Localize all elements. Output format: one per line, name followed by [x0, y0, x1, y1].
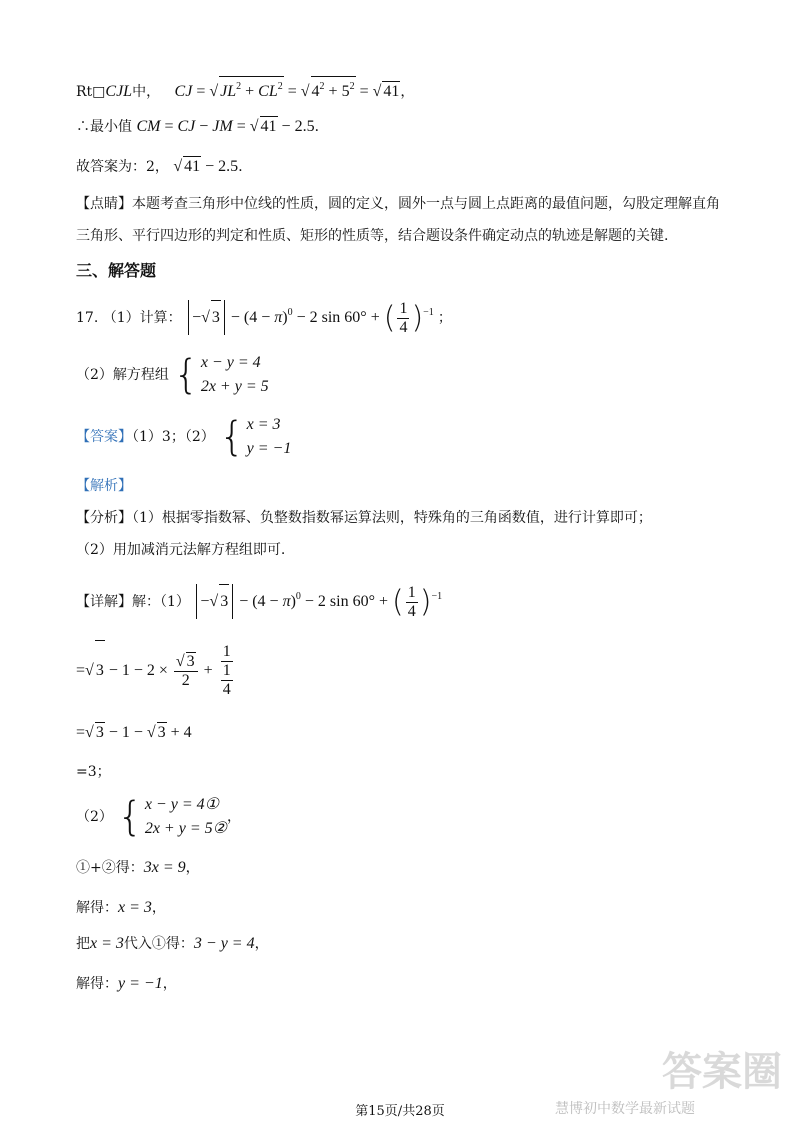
dianjing-line-1: 【点睛】本题考查三角形中位线的性质，圆的定义，圆外一点与圆上点距离的最值问题，勾股定理解直角	[76, 196, 720, 212]
q17-part1: 17. （1）计算： −√ $3 - (4 - \pi)^0 - 2$ sin 60° + ( $\frac{1}{4}$ )$^{-1}$ ；	[76, 299, 452, 336]
fenxi-line-2: （2）用加减消元法解方程组即可.	[76, 542, 286, 558]
page-footer: 第15页/共28页	[355, 1104, 445, 1119]
jiexi-tag: 【解析】	[76, 478, 132, 494]
add-line: ①+②得：3x = 9，	[76, 859, 200, 876]
dianjing-line-2: 三角形、平行四边形的判定和性质、矩形的性质等，结合题设条件确定动点的轨迹是解题的关键.	[76, 228, 669, 244]
step-1: =√ 3 − 1 − 2 × $\frac{√ 3}{2}$ + 1 1 4	[76, 640, 237, 701]
step-3: =3；	[76, 764, 111, 780]
section-title: 三、解答题	[76, 261, 157, 280]
solve-x-line: 解得：x = 3，	[76, 899, 166, 916]
q17-part2: （2）解方程组 { x − y = 4 2x + y = 5	[76, 352, 269, 398]
fenxi-line-1: 【分析】（1）根据零指数幂、负整数指数幂运算法则，特殊角的三角函数值，进行计算即可；	[76, 510, 652, 526]
pythagoras-line: Rt□CJL中， CJ = √ $JL^2 + CL^2$ = √ $4^2 + 5^2$ = √ 41，	[76, 76, 414, 102]
min-value-line: ∴最小值 CM = CJ − JM = √ 41 − 2.5．	[76, 118, 329, 135]
part2-system: { x − y = 4① 2x + y = 5②	[117, 794, 227, 840]
answer-block: 【答案】（1）3；（2） { x = 3 y = −1	[76, 414, 292, 460]
equation-system: { x − y = 4 2x + y = 5	[173, 352, 269, 398]
solve-y-line: 解得：y = −1，	[76, 975, 177, 992]
answer-line: 故答案为：2， √ 41 − 2.5．	[76, 158, 253, 175]
substitute-line: 把x = 3代入①得：3 − y = 4，	[76, 935, 269, 952]
xiangjie-line: 【详解】解：（1） −√ $3 - (4 - \pi)^0 - 2$ sin 60° + ( $\frac{1}{4}$ )$^{-1}$	[76, 583, 443, 620]
cm-equation: CM = CJ − JM = √ 41 − 2.5	[136, 118, 315, 135]
watermark-text: 慧博初中数学最新试题	[555, 1101, 695, 1117]
answer-system: { x = 3 y = −1	[219, 414, 292, 460]
step-2: =√ 3 − 1 − √ 3 + 4	[76, 724, 192, 741]
watermark-logo: 答案圈	[662, 1049, 782, 1095]
part2-block: （2） { x − y = 4① 2x + y = 5② ，	[76, 794, 241, 840]
q17-expression: −√ $3 - (4 - \pi)^0 - 2$ sin 60° + ( $\frac{1}{4}$ )$^{-1}$	[186, 309, 438, 326]
cj-equation: CJ = √ $JL^2 + CL^2$ = √ $4^2 + 5^2$ = √ 41	[175, 83, 401, 100]
